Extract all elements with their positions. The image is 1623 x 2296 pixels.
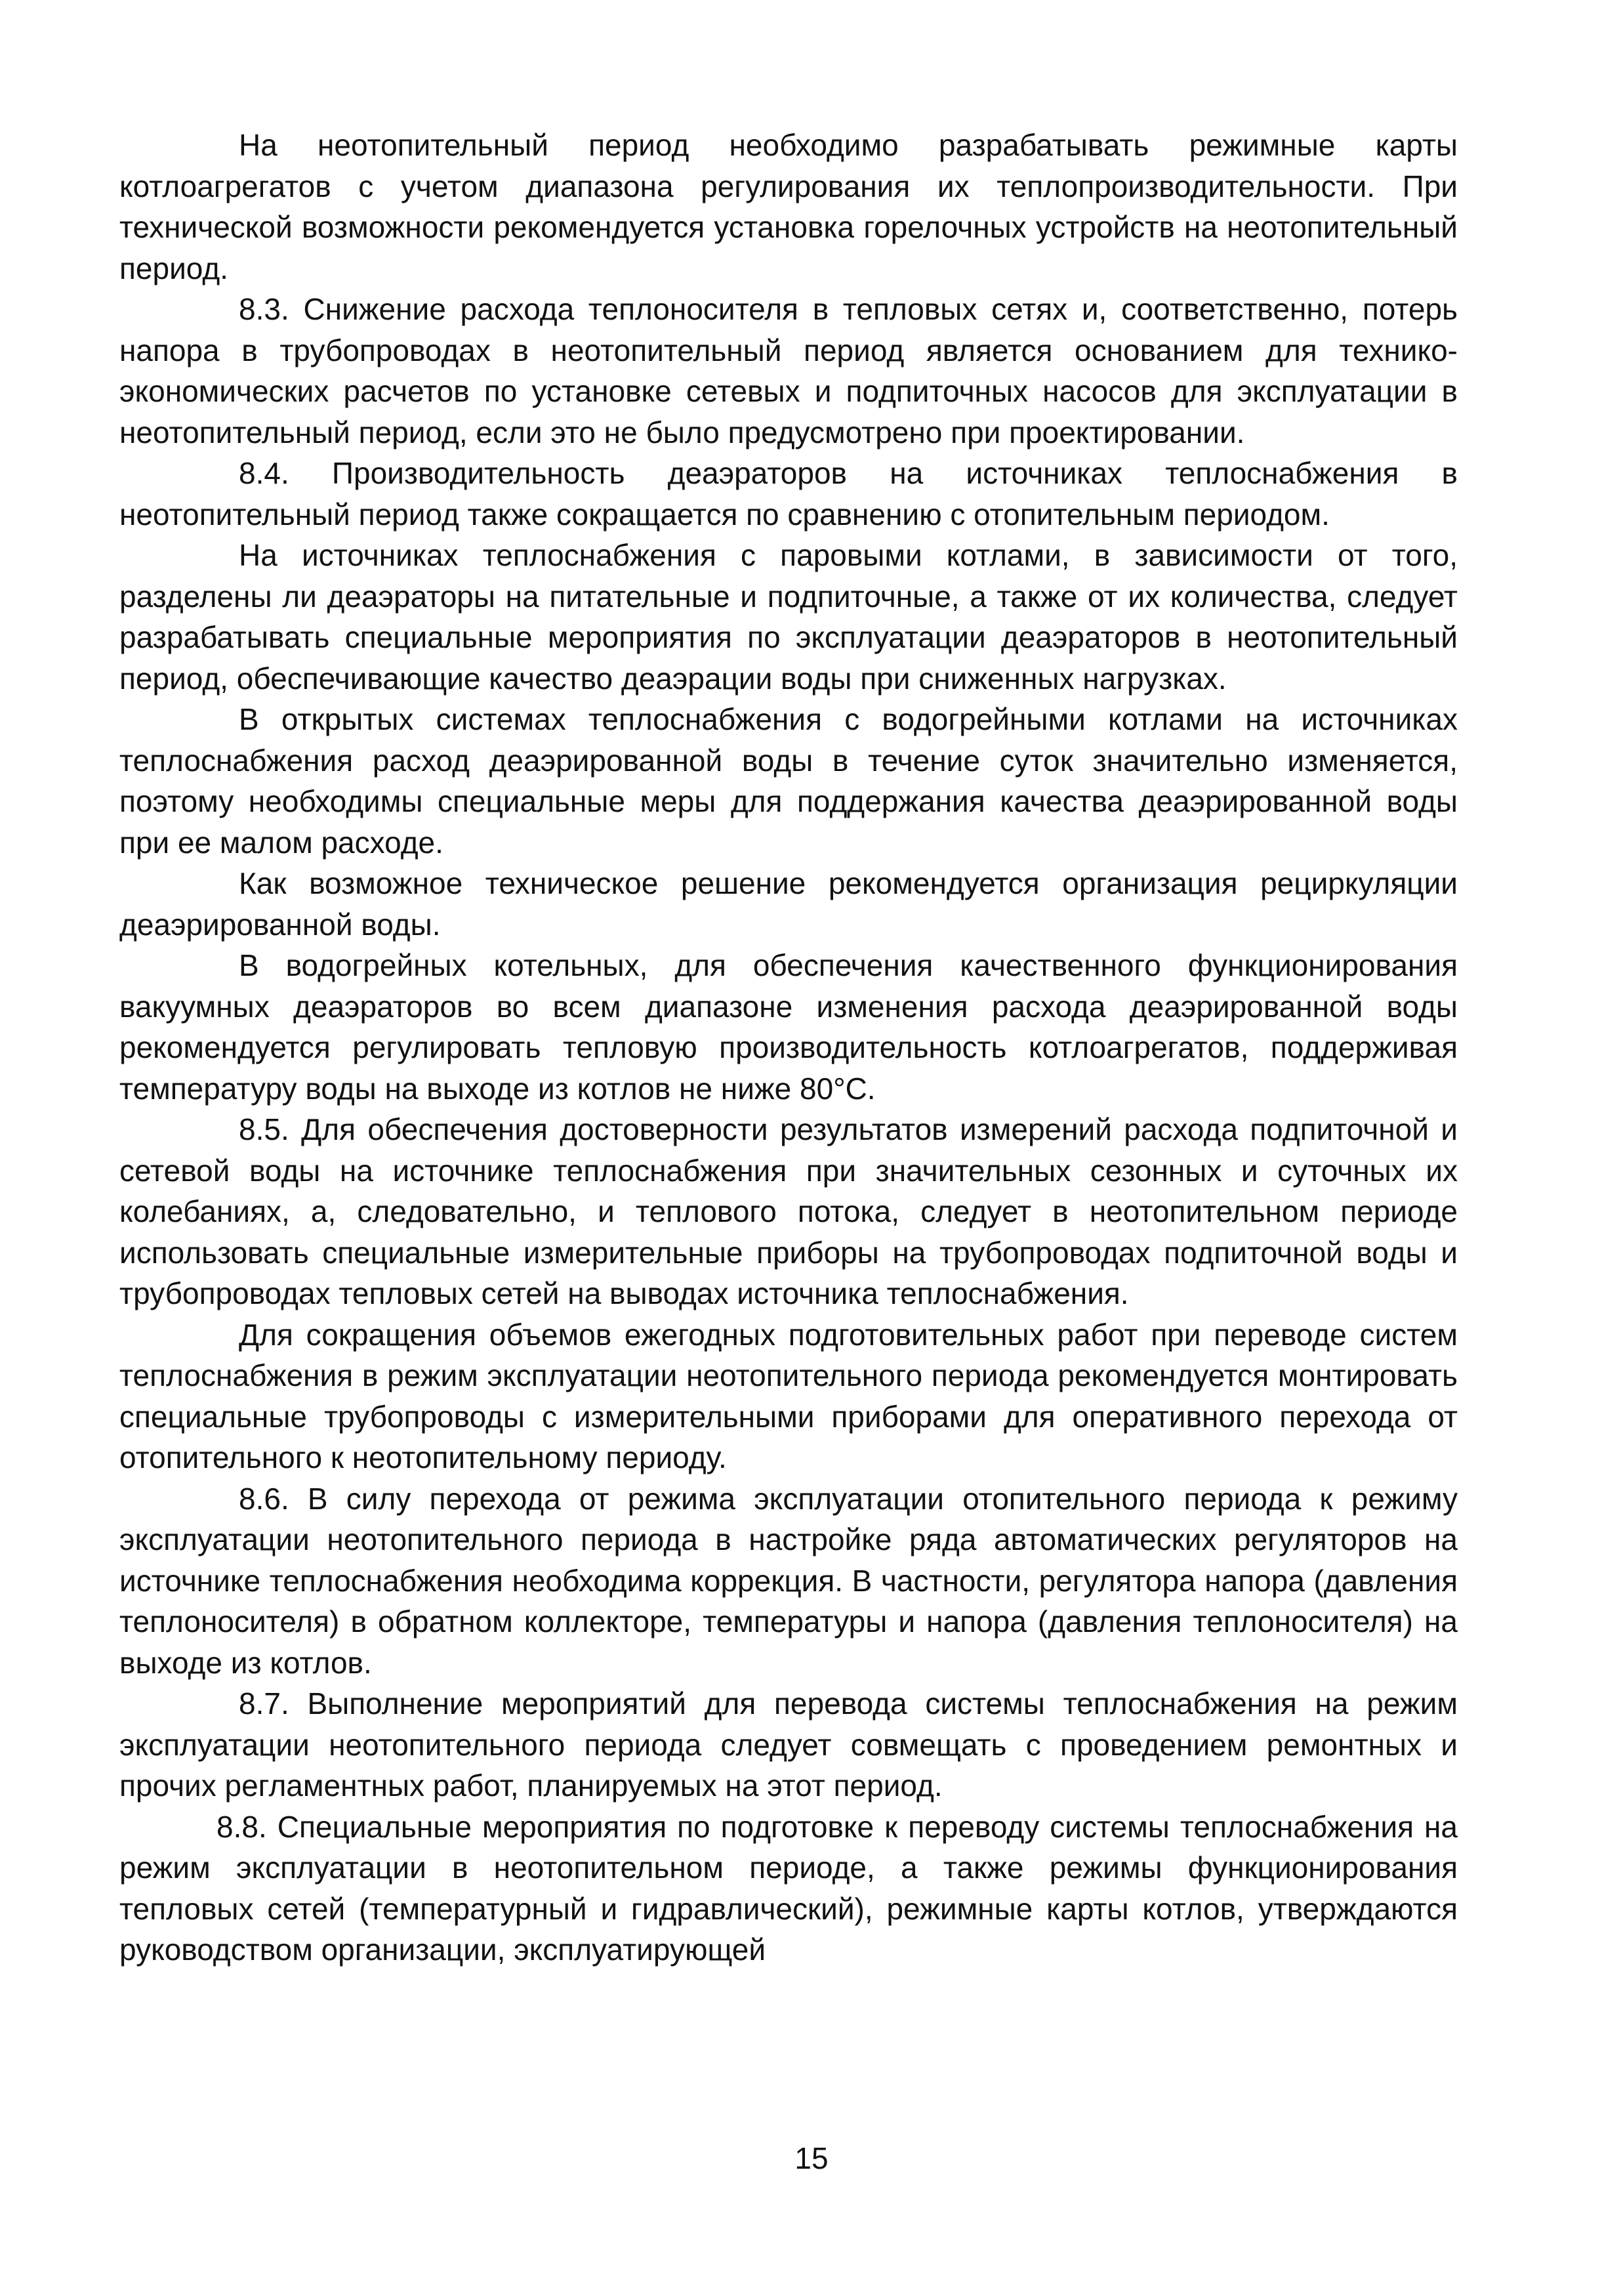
paragraph: В водогрейных котельных, для обеспечения качественного функционирования вакуумных деаэраторов во всем диапазоне изменения расхода деаэрированной воды рекомендуется регулировать тепловую производительность котлоагрегатов, поддерживая температуру воды на выходе из котлов не ниже 80°С.: [119, 948, 1458, 1106]
paragraph-8-3: 8.3. Снижение расхода теплоносителя в тепловых сетях и, соответственно, потерь напора в трубопроводах в неотопительный период является основанием для технико-экономических расчетов по установке сетевых и подпиточных насосов для эксплуатации в неотопительный период, если это не было предусмотрено при проектировании.: [119, 292, 1458, 449]
paragraph-8-5: 8.5. Для обеспечения достоверности результатов измерений расхода подпиточной и сетевой воды на источнике теплоснабжения при значительных сезонных и суточных их колебаниях, а, следовательно, и теплового потока, следует в неотопительном периоде использовать специальные измерительные приборы на трубопроводах подпиточной воды и трубопроводах тепловых сетей на выводах источника теплоснабжения.: [119, 1112, 1458, 1310]
paragraph: На неотопительный период необходимо разрабатывать режимные карты котлоагрегатов с учетом диапазона регулирования их теплопроизводительности. При технической возможности рекомендуется установка горелочных устройств на неотопительный период.: [119, 128, 1458, 285]
paragraph-8-8: 8.8. Специальные мероприятия по подготовке к переводу системы теплоснабжения на режим эксплуатации в неотопительном периоде, а также режимы функционирования тепловых сетей (температурный и гидравлический), режимные карты котлов, утверждаются руководством организации, эксплуатирующей: [119, 1809, 1458, 1967]
paragraph: Как возможное техническое решение рекомендуется организация рециркуляции деаэрированной воды.: [119, 866, 1458, 942]
page-number: 15: [794, 2141, 829, 2175]
paragraph: Для сокращения объемов ежегодных подготовительных работ при переводе систем теплоснабжения в режим эксплуатации неотопительного периода рекомендуется монтировать специальные трубопроводы с измерительными приборами для оперативного перехода от отопительного к неотопительному периоду.: [119, 1317, 1458, 1474]
paragraph-8-4: 8.4. Производительность деаэраторов на источниках теплоснабжения в неотопительный период также сокращается по сравнению с отопительным периодом.: [119, 456, 1458, 532]
paragraph: В открытых системах теплоснабжения с водогрейными котлами на источниках теплоснабжения расход деаэрированной воды в течение суток значительно изменяется, поэтому необходимы специальные меры для поддержания качества деаэрированной воды при ее малом расходе.: [119, 702, 1458, 860]
paragraph-8-6: 8.6. В силу перехода от режима эксплуатации отопительного периода к режиму эксплуатации неотопительного периода в настройке ряда автоматических регуляторов на источнике теплоснабжения необходима коррекция. В частности, регулятора напора (давления теплоносителя) в обратном коллекторе, температуры и напора (давления теплоносителя) на выходе из котлов.: [119, 1481, 1458, 1680]
body-text: [119, 125, 1458, 1971]
paragraph-8-7: 8.7. Выполнение мероприятий для перевода системы теплоснабжения на режим эксплуатации неотопительного периода следует совмещать с проведением ремонтных и прочих регламентных работ, планируемых на этот период.: [119, 1686, 1458, 1803]
paragraph: На источниках теплоснабжения с паровыми котлами, в зависимости от того, разделены ли деаэраторы на питательные и подпиточные, а также от их количества, следует разрабатывать специальные мероприятия по эксплуатации деаэраторов в неотопительный период, обеспечивающие качество деаэрации воды при сниженных нагрузках.: [119, 538, 1458, 696]
